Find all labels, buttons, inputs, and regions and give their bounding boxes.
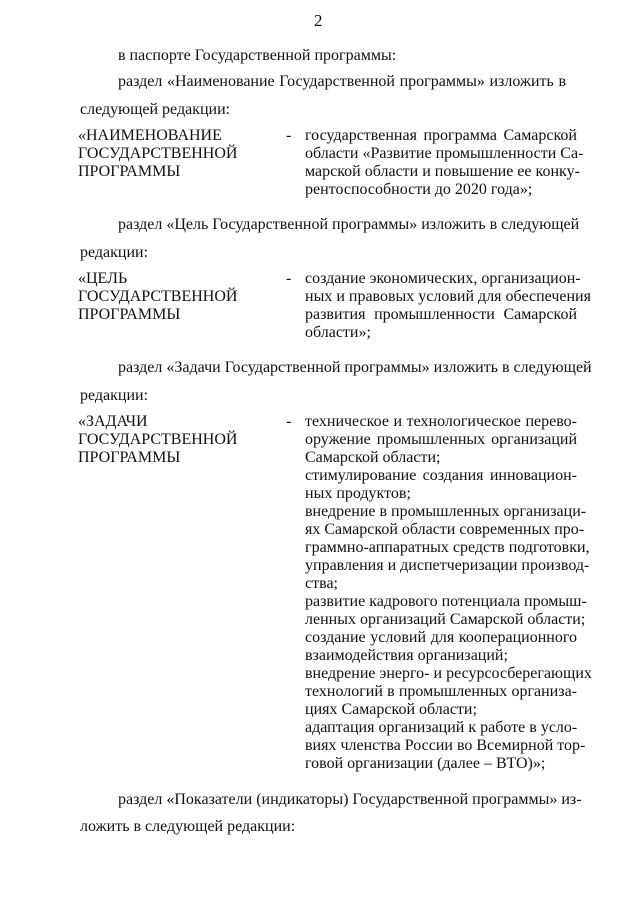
section-heading-goal-cont: редакции: <box>80 244 149 261</box>
section-heading-name-cont: следующей редакции: <box>80 101 231 118</box>
section-heading-goal: раздел «Цель Государственной программы» изложить в следующей <box>118 216 580 233</box>
label-goal: «ЦЕЛЬ ГОСУДАРСТВЕННОЙ ПРОГРАММЫ <box>78 270 238 323</box>
section-heading-indicators-cont: ложить в следующей редакции: <box>80 818 296 835</box>
label-tasks: «ЗАДАЧИ ГОСУДАРСТВЕННОЙ ПРОГРАММЫ <box>78 413 238 466</box>
section-heading-name: раздел «Наименование Государственной программы» изложить в <box>118 73 566 90</box>
dash-separator: - <box>286 413 292 430</box>
section-heading-tasks: раздел «Задачи Государственной программы» изложить в следующей <box>118 359 592 376</box>
section-heading-indicators: раздел «Показатели (индикаторы) Государственной программы» из- <box>118 791 582 808</box>
dash-separator: - <box>286 270 292 287</box>
page-number: 2 <box>314 11 323 30</box>
section-heading-tasks-cont: редакции: <box>80 387 149 404</box>
value-tasks: техническое и технологическое перево- оружение промышленных организаций Самарской области; стимулирование создания инновацион- ных продуктов; внедрение в промышленных организаци- ях Самарской области современных про- граммно-аппаратных средств подготовки, управления и диспетчеризации производ- ства; развитие кадрового потенциала промыш- ленных организаций Самарской области; создание условий для кооперационного взаимодействия организаций; внедрение энерго- и ресурсосберегающих технологий в промышленных организа- циях Самарской области; адаптация организаций к работе в усло- виях членства России во Всемирной тор- говой организации (далее – ВТО)»; <box>305 413 592 772</box>
value-goal: создание экономических, организацион- ных и правовых условий для обеспечения развития промышленности Самарской области»; <box>305 270 591 341</box>
intro-line: в паспорте Государственной программы: <box>118 47 397 64</box>
value-name: государственная программа Самарской области «Развитие промышленности Са- марской области и повышение ее конку- рентоспособности до 2020 года»; <box>305 127 584 198</box>
dash-separator: - <box>286 127 292 144</box>
label-name: «НАИМЕНОВАНИЕ ГОСУДАРСТВЕННОЙ ПРОГРАММЫ <box>78 127 238 180</box>
